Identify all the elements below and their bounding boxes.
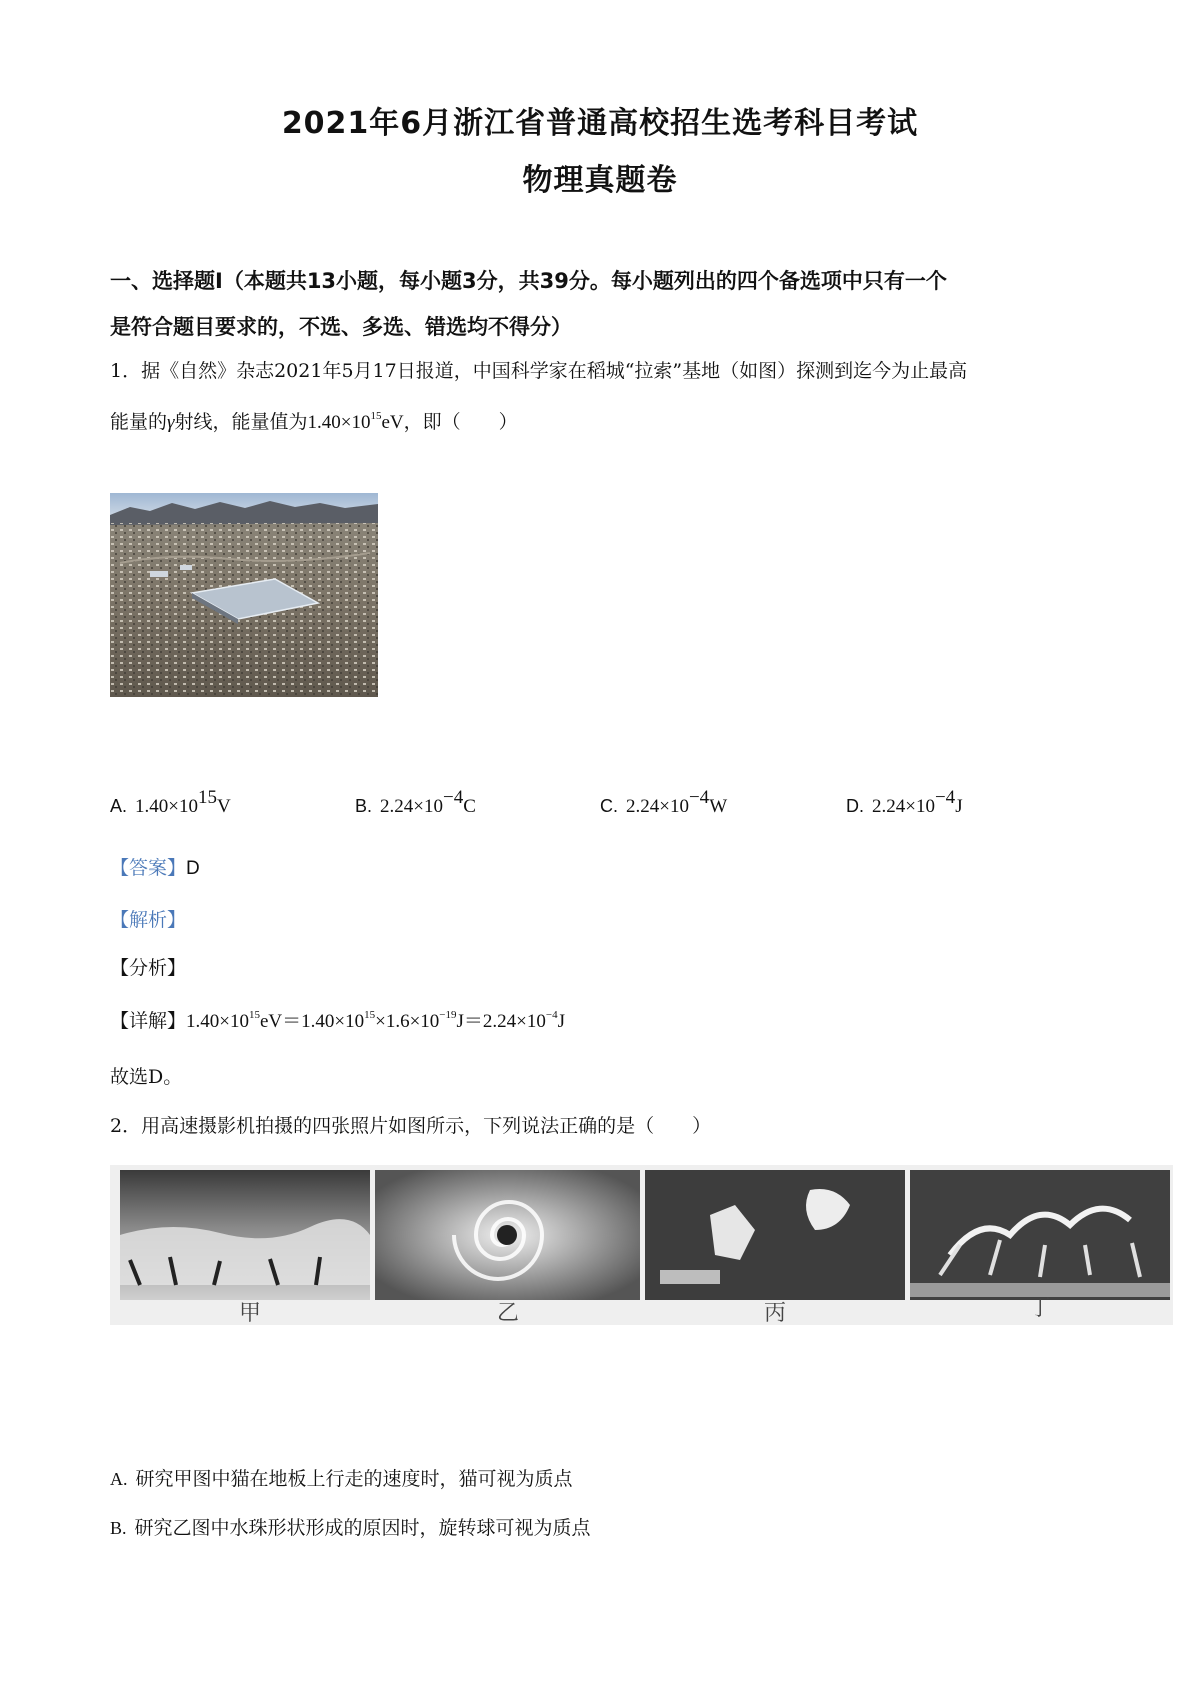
q1-option-d-label: D. <box>846 796 864 816</box>
q1-line2-post: ，即（ ） <box>403 411 518 433</box>
q1-option-c-exponent: −4 <box>688 787 710 808</box>
q1-lhaaso-photo <box>110 493 378 697</box>
q1-stem-line2 <box>110 407 1110 434</box>
photo-label-ding: 丁 <box>1028 1296 1052 1321</box>
detail-exp-1: 15 <box>248 1009 260 1021</box>
gamma-symbol: γ <box>167 412 175 433</box>
photo-panel-yi <box>375 1170 640 1300</box>
q1-option-b-mantissa: 2.24×10 <box>380 796 443 817</box>
photo-panel-bing <box>645 1170 905 1300</box>
q1-option-c-unit: W <box>709 796 728 817</box>
q1-energy-value <box>308 412 404 433</box>
q1-line2-pre: 能量的 <box>110 411 168 433</box>
q1-option-b[interactable] <box>355 787 476 818</box>
q1-option-d-unit: J <box>955 796 963 817</box>
detail-part-4: J＝2.24×10 <box>456 1011 546 1032</box>
q1-energy-exponent: 15 <box>370 410 382 422</box>
detail-exp-4: −4 <box>545 1009 558 1021</box>
q1-option-d-mantissa: 2.24×10 <box>872 796 935 817</box>
q1-option-a-exponent: 15 <box>197 787 217 808</box>
q1-option-a-mantissa: 1.40×10 <box>135 796 198 817</box>
q1-stem-line1: 1．据《自然》杂志2021年5月17日报道，中国科学家在稻城“拉索”基地（如图）探测到迄今为止最高 <box>110 360 968 382</box>
detail-part-5: J <box>557 1011 566 1032</box>
q1-option-a[interactable] <box>110 787 231 818</box>
q1-answer <box>110 853 200 880</box>
q1-line2-mid: 射线，能量值为 <box>174 411 308 433</box>
q2-option-b-text: 研究乙图中水珠形状形成的原因时，旋转球可视为质点 <box>134 1517 591 1539</box>
analysis-tag: 【解析】 <box>110 909 187 931</box>
q1-conclusion: 故选D。 <box>110 1066 183 1088</box>
answer-value: D <box>186 858 200 879</box>
detail-part-2: eV＝1.40×10 <box>259 1011 365 1032</box>
q1-option-c[interactable] <box>600 787 727 818</box>
photo-panel-jia <box>120 1170 370 1300</box>
detail-equation <box>186 1011 565 1032</box>
section-heading-line2: 是符合题目要求的，不选、多选、错选均不得分） <box>110 315 572 339</box>
q1-option-b-unit: C <box>463 796 476 817</box>
photo-label-bing: 丙 <box>763 1301 787 1325</box>
q1-energy-unit: eV <box>381 412 404 433</box>
answer-tag: 【答案】 <box>110 857 187 879</box>
photo-label-jia: 甲 <box>238 1301 262 1325</box>
page-title: 2021年6月浙江省普通高校招生选考科目考试 <box>281 106 919 141</box>
q1-option-b-label: B. <box>355 796 373 816</box>
q1-energy-mantissa: 1.40×10 <box>307 412 371 433</box>
q2-option-a-text: 研究甲图中猫在地板上行走的速度时，猫可视为质点 <box>135 1468 573 1490</box>
detail-exp-3: −19 <box>439 1009 457 1021</box>
fenxi-tag: 【分析】 <box>110 957 187 979</box>
photo-panel-ding <box>910 1170 1170 1300</box>
q2-option-b[interactable] <box>110 1513 591 1540</box>
q2-photo-strip <box>110 1165 1173 1325</box>
q1-option-b-exponent: −4 <box>442 787 464 808</box>
detail-exp-2: 15 <box>364 1009 376 1021</box>
section-heading <box>110 258 1100 350</box>
q1-detail <box>110 1006 565 1033</box>
q1-option-c-mantissa: 2.24×10 <box>626 796 689 817</box>
detail-part-1: 1.40×10 <box>186 1011 249 1032</box>
q2-stem: 2．用高速摄影机拍摄的四张照片如图所示，下列说法正确的是（ ） <box>110 1115 712 1137</box>
q1-option-c-label: C. <box>600 796 618 816</box>
photo-label-yi: 乙 <box>496 1301 520 1325</box>
q2-option-a-label: A. <box>110 1469 128 1489</box>
q1-option-a-label: A. <box>110 796 128 816</box>
q1-option-a-unit: V <box>216 796 231 817</box>
detail-tag: 【详解】 <box>110 1010 187 1032</box>
q2-option-b-label: B. <box>110 1518 127 1538</box>
q2-option-a[interactable] <box>110 1464 573 1491</box>
page-subtitle: 物理真题卷 <box>522 163 678 198</box>
detail-part-3: ×1.6×10 <box>375 1011 440 1032</box>
q1-option-d[interactable] <box>846 787 963 818</box>
section-heading-line1: 一、选择题Ⅰ（本题共13小题，每小题3分，共39分。每小题列出的四个备选项中只有一个 <box>110 269 947 293</box>
q1-option-d-exponent: −4 <box>934 787 956 808</box>
